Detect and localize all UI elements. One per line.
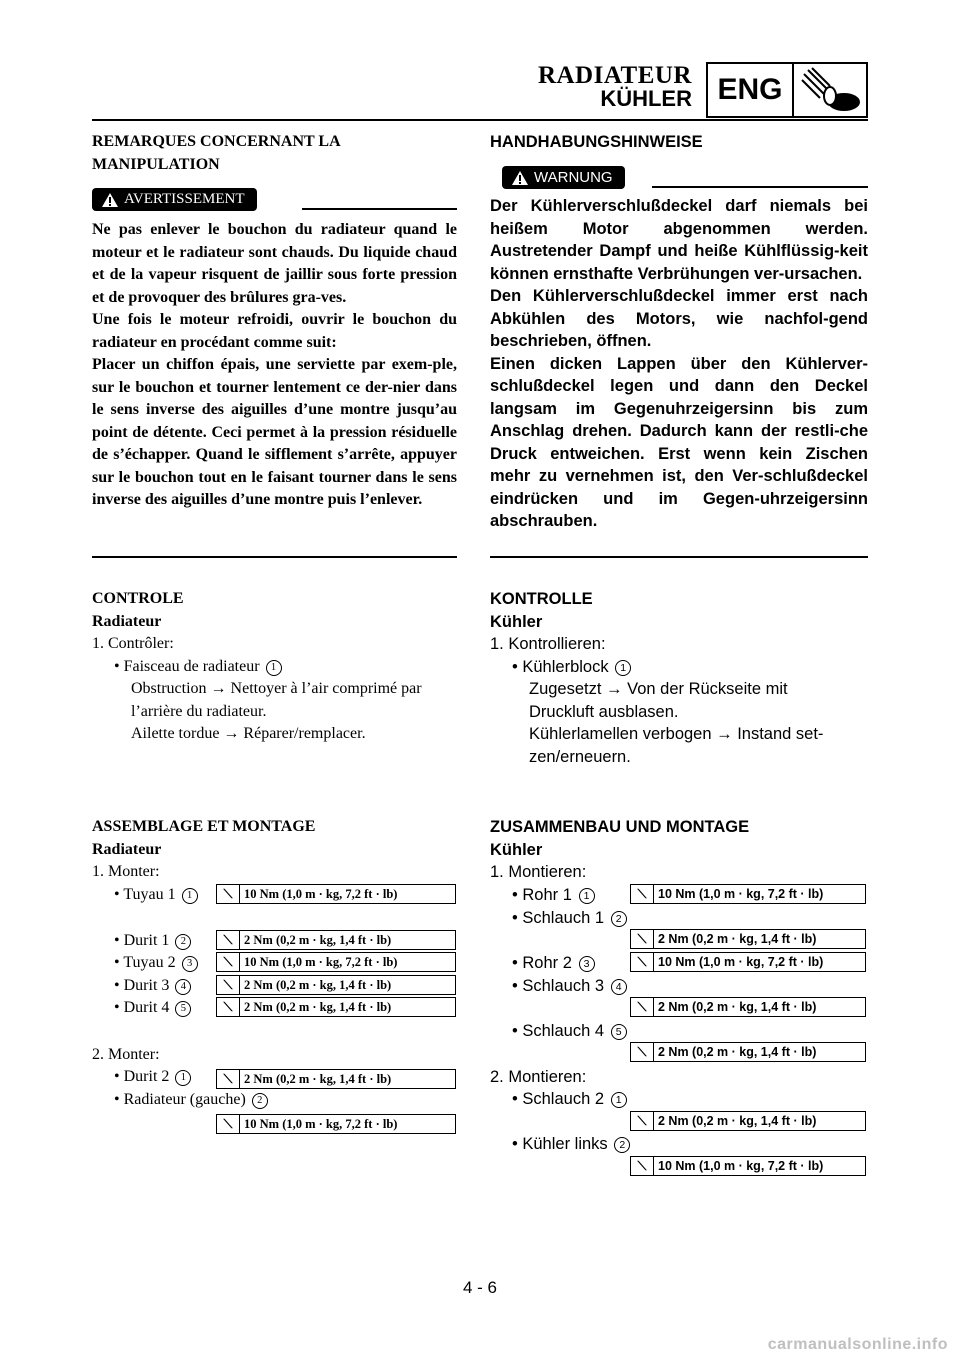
fr-item-radiateur: • Radiateur (gauche) 2 — [114, 1089, 268, 1112]
fr-check-section: CONTROLE Radiateur 1. Contrôler: • Faisceau de radiateur 1 Obstruction → Nettoyer à l’air comprimé par l’arrière du radiateur. Ailette tordue → Réparer/remplacer. — [92, 590, 422, 742]
de-assembly-section: ZUSAMMENBAU UND MONTAGE Kühler 1. Montieren: — [490, 818, 750, 881]
de-item-schlauch-3: • Schlauch 3 4 — [512, 975, 627, 998]
fr-item-durit-2: • Durit 2 1 — [114, 1066, 191, 1089]
de-item-rohr-2: • Rohr 2 3 — [512, 952, 595, 975]
section-title-fr: RADIATEUR — [537, 62, 692, 89]
torque-wrench-icon: ⟍ — [217, 976, 240, 994]
de-torque-spec: ⟍ 10 Nm (1,0 m · kg, 7,2 ft · lb) — [630, 1156, 866, 1176]
de-warning-badge: WARNUNG — [502, 166, 625, 190]
torque-wrench-icon: ⟍ — [217, 953, 240, 971]
torque-wrench-icon: ⟍ — [631, 953, 654, 971]
fr-warning-rule — [302, 208, 457, 210]
language-badge: ENG — [706, 62, 792, 118]
fr-item-durit-4: • Durit 4 5 — [114, 997, 191, 1020]
de-item-kuehler-links: • Kühler links 2 — [512, 1133, 630, 1156]
fr-item-tuyau-1: • Tuyau 1 1 — [114, 884, 198, 907]
torque-wrench-icon: ⟍ — [631, 930, 654, 948]
de-torque-spec: ⟍ 2 Nm (0,2 m · kg, 1,4 ft · lb) — [630, 997, 866, 1017]
de-warning-text: Der Kühlerverschlußdeckel darf niemals bei heißem Motor abgenommen werden. Austretender Dampf und heiße Kühlflüssig-keit können ernsthafte Verbrühungen ver-ursachen. Den Kühlerverschlußdeckel immer erst nach Abkühlen des Motors, wie nachfol-gend beschrieben, öffnen. Einen dicken Lappen über den Kühlerver-schlußdeckel legen und dann den Deckel langsam im Gegenuhrzeigersinn bis zum Anschlag drehen. Dadurch kann der restli-che Druck entweichen. Erst wenn kein Zischen mehr zu vernehmen ist, den Ver-schlußdeckel eindrücken und im Gegen-uhrzeigersinn abschrauben. — [490, 197, 868, 530]
fr-item-durit-1: • Durit 1 2 — [114, 930, 191, 953]
torque-wrench-icon: ⟍ — [217, 931, 240, 949]
fr-handling-title: REMARQUES CONCERNANT LA MANIPULATION — [92, 133, 341, 173]
de-item-schlauch-2: • Schlauch 2 1 — [512, 1088, 627, 1111]
warning-icon — [102, 193, 118, 207]
de-handling-title: HANDHABUNGSHINWEISE — [490, 133, 703, 151]
fr-assembly-section: ASSEMBLAGE ET MONTAGE Radiateur 1. Monter: — [92, 818, 316, 880]
de-item-schlauch-4: • Schlauch 4 5 — [512, 1020, 627, 1043]
de-torque-spec: ⟍ 10 Nm (1,0 m · kg, 7,2 ft · lb) — [630, 884, 866, 904]
page-number: 4 - 6 — [462, 1278, 498, 1297]
torque-wrench-icon: ⟍ — [631, 885, 654, 903]
de-torque-spec: ⟍ 2 Nm (0,2 m · kg, 1,4 ft · lb) — [630, 1042, 866, 1062]
fr-torque-spec: ⟍ 2 Nm (0,2 m · kg, 1,4 ft · lb) — [216, 975, 456, 995]
fr-torque-spec: ⟍ 2 Nm (0,2 m · kg, 1,4 ft · lb) — [216, 997, 456, 1017]
de-step-2: 2. Montieren: — [490, 1068, 587, 1086]
fr-torque-spec: ⟍ 2 Nm (0,2 m · kg, 1,4 ft · lb) — [216, 1069, 456, 1089]
fr-warning-end-rule — [92, 556, 457, 558]
cooling-system-icon — [792, 62, 868, 118]
torque-wrench-icon: ⟍ — [217, 998, 240, 1016]
header-rule — [92, 119, 868, 121]
fr-warning-text: Ne pas enlever le bouchon du radiateur quand le moteur et le radiateur sont chauds. Du liquide chaud et de la vapeur risquent de jaillir sous forte pression et de provoquer des brûlures gra-ves. Une fois le moteur refroidi, ouvrir le bouchon du radiateur en procédant comme suit: Placer un chiffon épais, une serviette par exem-ple, sur le bouchon et tourner lentement ce der-nier dans le sens inverse des aiguilles d’une montre jusqu’au point de détente. Ceci permet à la pression résiduelle de s’échapper. Quand le sifflement s’arrête, appuyer sur le bouchon tout en le faisant tourner dans le sens inverse des aiguilles d’une montre puis l’enlever. — [92, 221, 457, 508]
warning-icon — [512, 171, 528, 185]
torque-wrench-icon: ⟍ — [217, 1115, 240, 1133]
torque-wrench-icon: ⟍ — [631, 998, 654, 1016]
fr-torque-spec: ⟍ 10 Nm (1,0 m · kg, 7,2 ft · lb) — [216, 1114, 456, 1134]
torque-wrench-icon: ⟍ — [631, 1157, 654, 1175]
fr-torque-spec: ⟍ 10 Nm (1,0 m · kg, 7,2 ft · lb) — [216, 952, 456, 972]
torque-wrench-icon: ⟍ — [631, 1112, 654, 1130]
torque-wrench-icon: ⟍ — [217, 1070, 240, 1088]
torque-wrench-icon: ⟍ — [217, 885, 240, 903]
fr-item-durit-3: • Durit 3 4 — [114, 975, 191, 998]
de-torque-spec: ⟍ 10 Nm (1,0 m · kg, 7,2 ft · lb) — [630, 952, 866, 972]
fr-torque-spec: ⟍ 10 Nm (1,0 m · kg, 7,2 ft · lb) — [216, 884, 456, 904]
section-title-de: KÜHLER — [600, 86, 692, 111]
fr-warning-badge: AVERTISSEMENT — [92, 188, 257, 212]
fr-torque-spec: ⟍ 2 Nm (0,2 m · kg, 1,4 ft · lb) — [216, 930, 456, 950]
de-warning-rule — [652, 186, 868, 188]
torque-wrench-icon: ⟍ — [631, 1043, 654, 1061]
fr-item-tuyau-2: • Tuyau 2 3 — [114, 952, 198, 975]
de-check-section: KONTROLLE Kühler 1. Kontrollieren: • Kühlerblock 1 Zugesetzt → Von der Rückseite mit Druckluft ausblasen. Kühlerlamellen verbogen → Instand set- zen/erneuern. — [490, 590, 824, 766]
de-torque-spec: ⟍ 2 Nm (0,2 m · kg, 1,4 ft · lb) — [630, 1111, 866, 1131]
de-torque-spec: ⟍ 2 Nm (0,2 m · kg, 1,4 ft · lb) — [630, 929, 866, 949]
de-warning-end-rule — [490, 556, 868, 558]
watermark: carmanualsonline.info — [767, 1336, 948, 1353]
de-item-schlauch-1: • Schlauch 1 2 — [512, 907, 627, 930]
fr-step-2: 2. Monter: — [92, 1046, 160, 1063]
de-item-rohr-1: • Rohr 1 1 — [512, 884, 595, 907]
